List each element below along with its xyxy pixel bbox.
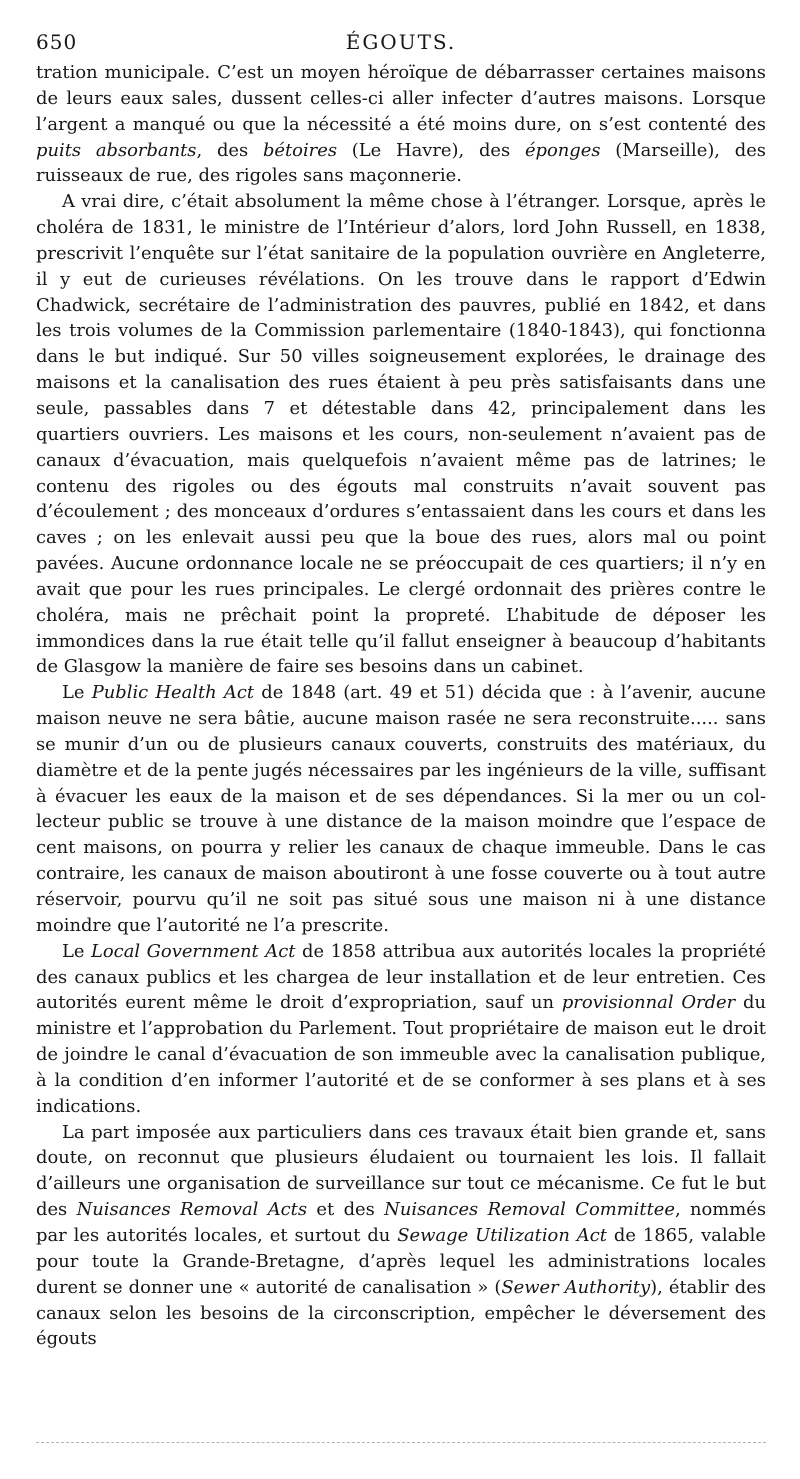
- italic-term: puits absorbants: [36, 139, 197, 161]
- paragraph-2: [36, 189, 766, 680]
- text-run: , des: [196, 139, 263, 161]
- page-number: 650: [36, 30, 78, 54]
- text-run: ), établir des canaux selon les besoins de la circonscription, empêcher le déversement des égouts: [36, 1276, 766, 1350]
- paragraph-3: [36, 680, 766, 938]
- paragraph-4: [36, 939, 766, 1120]
- italic-term: Local Government Act: [91, 940, 296, 962]
- body-text: [36, 60, 766, 1352]
- running-title: ÉGOUTS.: [345, 30, 457, 54]
- text-run: Le: [62, 940, 92, 962]
- book-page: [36, 26, 766, 1352]
- text-run: de 1865, valable pour toute la Grande-Bretagne, d’après lequel les administrations locales durent se donner une « autorité de canalisation » (: [36, 1224, 766, 1298]
- footer-divider: [36, 1442, 766, 1443]
- text-run: (Le Havre), des: [337, 139, 525, 161]
- text-run: du ministre et l’approbation du Parlement. Tout propriétaire de maison eut le droit de joindre le canal d’évacuation de son immeuble avec la canalisation publique, à la condition d’en informer l’autorité et de se conformer à ses plans et à ses indications.: [36, 992, 766, 1117]
- italic-term: provisionnal Order: [561, 992, 736, 1014]
- text-run: La part imposée aux particuliers dans ces travaux était bien grande et, sans doute, on reconnut que plusieurs éludaient ou tournaient les lois. Il fallait d’ailleurs une organisation de surveillance sur tout ce mécanisme. Ce fut le but des: [36, 1121, 766, 1221]
- italic-term: bétoires: [262, 139, 337, 161]
- text-run: A vrai dire, c’était absolument la même chose à l’étranger. Lorsque, après le choléra de 1831, le ministre de l’Intérieur d’alors, lord John Russell, en 1838, prescrivit l’enquête sur l’état sanitaire de la population ouvrière en Angleterre, il y eut de curieuses révélations. On les trouve dans le rapport d’Edwin Chadwick, secrétaire de l’administration des pauvres, publié en 1842, et dans les trois volumes de la Commission parlementaire (1840-1843), qui fonctionna dans le but indiqué. Sur 50 villes soigneusement explorées, le drainage des maisons et la canalisation des rues étaient à peu près satisfaisants dans une seule, passables dans 7 et détestable dans 42, principalement dans les quartiers ouvriers. Les maisons et les cours, non-seulement n’avaient pas de canaux d’évacuation, mais quelquefois n’avaient même pas de latrines; le contenu des rigoles ou des égouts mal construits n’avait souvent pas d’écoulement ; des monceaux d’ordures s’entassaient dans les cours et dans les caves ; on les enlevait aussi peu que la boue des rues, alors mal ou point pavées. Aucune ordonnance locale ne se préoccupait de ces quartiers; il n’y en avait que pour les rues principales. Le clergé ordonnait des prières contre le choléra, mais ne prêchait point la propreté. L’habitude de déposer les immondices dans la rue était telle qu’il fallut enseigner à beaucoup d’habitants de Glasgow la manière de faire ses besoins dans un cabinet.: [36, 191, 766, 678]
- text-run: tration municipale. C’est un moyen héroïque de débarrasser certaines maisons de leurs eaux sales, dussent celles-ci aller infecter d’autres maisons. Lorsque l’argent a manqué ou que la nécessité a été moins dure, on s’est contenté des: [36, 62, 766, 135]
- text-run: , nommés par les autorités locales, et surtout du: [36, 1199, 767, 1246]
- text-run: et des: [307, 1199, 385, 1221]
- italic-term: Sewage Utilization Act: [397, 1224, 607, 1246]
- text-run: de 1858 attribua aux autorités locales la propriété des canaux publics et les chargea de leur installation et de leur entretien. Ces autorités eurent même le droit d’expropriation, sauf un: [36, 940, 766, 1014]
- italic-term: Nuisances Removal Committee: [384, 1199, 675, 1221]
- italic-term: Public Health Act: [91, 682, 255, 704]
- text-run: Le: [62, 682, 92, 704]
- italic-term: Sewer Authority: [501, 1276, 651, 1298]
- italic-term: éponges: [524, 139, 601, 161]
- text-run: de 1848 (art. 49 et 51) décida que : à l’avenir, aucune maison neuve ne sera bâtie, aucune maison rasée ne sera reconstruite..... sans se munir d’un ou de plusieurs canaux couverts, construits des matériaux, du diamètre et de la pente jugés nécessaires par les ingénieurs de la ville, suffisant à évacuer les eaux de la maison et de ses dépendances. Si la mer ou un collecteur public se trouve à une distance de la maison moindre que l’espace de cent maisons, on pourra y relier les canaux de chaque immeuble. Dans le cas contraire, les canaux de maison aboutiront à une fosse couverte ou à tout autre réservoir, pourvu qu’il ne soit pas situé sous une maison ni à une distance moindre que l’autorité ne l’a prescrite.: [36, 682, 766, 936]
- paragraph-1: [36, 60, 766, 189]
- text-run: (Marseille), des ruisseaux de rue, des rigoles sans maçonnerie.: [36, 139, 766, 187]
- running-header: [36, 26, 766, 60]
- paragraph-5: [36, 1120, 766, 1353]
- italic-term: Nuisances Removal Acts: [76, 1199, 308, 1221]
